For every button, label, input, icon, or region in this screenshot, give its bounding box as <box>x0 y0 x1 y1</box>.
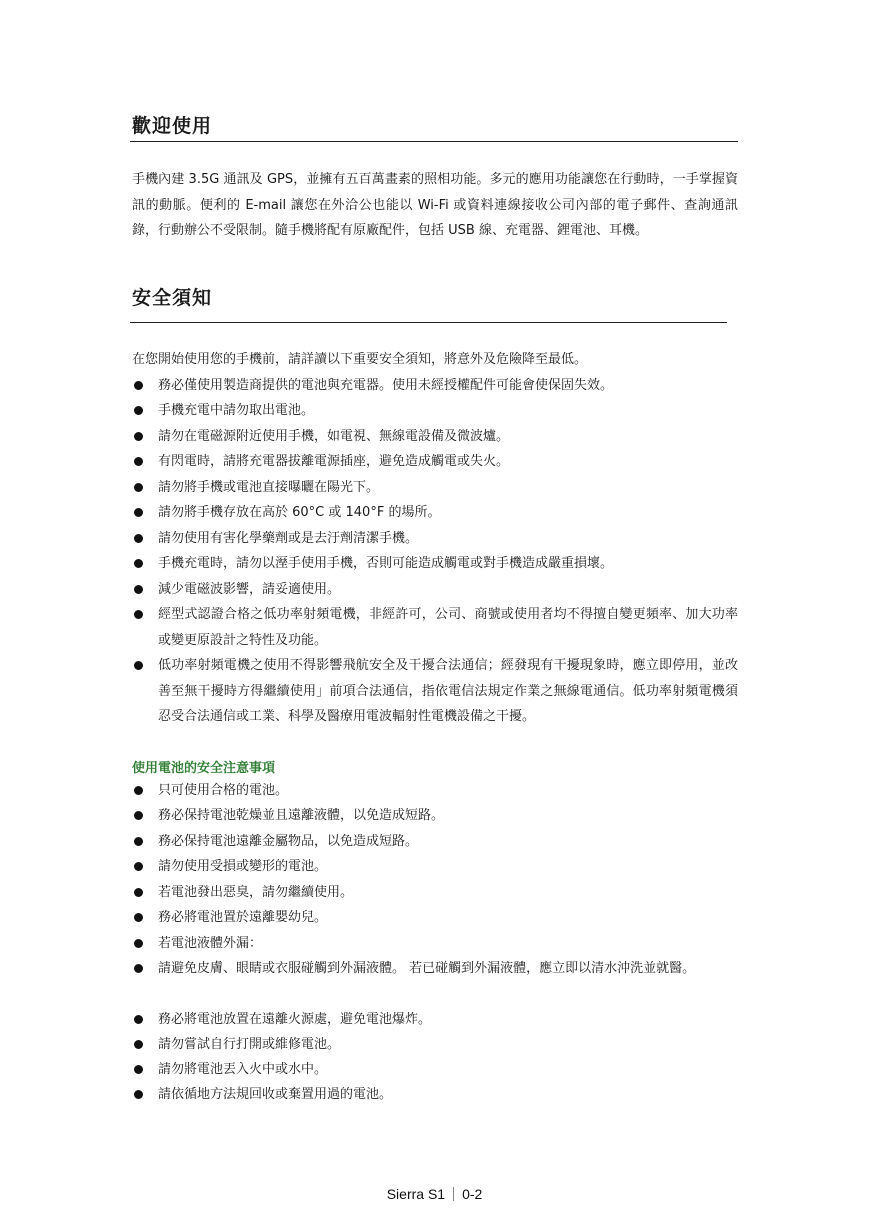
bullet-icon <box>134 1065 143 1074</box>
battery-item: 務必將電池放置在遠離火源處，避免電池爆炸。 <box>132 1007 738 1033</box>
bullet-icon <box>134 534 143 543</box>
page-footer <box>0 1186 869 1202</box>
bullet-icon <box>134 381 143 390</box>
battery-item: 務必將電池置於遠離嬰幼兒。 <box>132 905 738 931</box>
safety-item: 務必僅使用製造商提供的電池與充電器。使用未經授權配件可能會使保固失效。 <box>132 373 738 399</box>
battery-heading: 使用電池的安全注意事項 <box>132 761 276 776</box>
bullet-icon <box>134 432 143 441</box>
safety-item: 請勿使用有害化學藥劑或是去汙劑清潔手機。 <box>132 526 738 552</box>
bullet-icon <box>134 559 143 568</box>
bullet-icon <box>134 811 143 820</box>
bullet-icon <box>134 457 143 466</box>
safety-item: 手機充電時，請勿以溼手使用手機，否則可能造成觸電或對手機造成嚴重損壞。 <box>132 551 738 577</box>
safety-item: 手機充電中請勿取出電池。 <box>132 398 738 424</box>
battery-item: 若電池液體外漏： <box>132 931 738 957</box>
bullet-icon <box>134 1090 143 1099</box>
bullet-icon <box>134 888 143 897</box>
footer-product: Sierra S1 <box>386 1186 446 1202</box>
battery-item: 請避免皮膚、眼睛或衣服碰觸到外漏液體。 若已碰觸到外漏液體，應立即以清水沖洗並就醫。 <box>132 956 738 982</box>
safety-item: 有閃電時，請將充電器拔離電源插座，避免造成觸電或失火。 <box>132 449 738 475</box>
safety-item: 經型式認證合格之低功率射頻電機，非經許可，公司、商號或使用者均不得擅自變更頻率、加大功率或變更原設計之特性及功能。 <box>132 602 738 653</box>
safety-intro: 在您開始使用您的手機前，請詳讀以下重要安全須知，將意外及危險降至最低。 <box>132 352 588 367</box>
bullet-icon <box>134 862 143 871</box>
bullet-icon <box>134 483 143 492</box>
safety-heading: 安全須知 <box>132 287 213 309</box>
battery-item: 務必保持電池遠離金屬物品，以免造成短路。 <box>132 829 738 855</box>
battery-item: 請勿使用受損或變形的電池。 <box>132 854 738 880</box>
safety-item: 減少電磁波影響，請妥適使用。 <box>132 577 738 603</box>
welcome-rule <box>130 141 738 142</box>
bullet-icon <box>134 610 143 619</box>
safety-item: 請勿將手機或電池直接曝曬在陽光下。 <box>132 475 738 501</box>
safety-item: 請勿將手機存放在高於 60°C 或 140°F 的場所。 <box>132 500 738 526</box>
welcome-paragraph: 手機內建 3.5G 通訊及 GPS，並擁有五百萬畫素的照相功能。多元的應用功能讓您在行動時，一手掌握資訊的動脈。便利的 E-mail 讓您在外洽公也能以 Wi-Fi 或資料連線接收公司內部的電子郵件、查詢通訊錄，行動辦公不受限制。隨手機將配有原廠配件，包括 USB 線、充電器、鋰電池、耳機。 <box>132 172 738 238</box>
bullet-icon <box>134 939 143 948</box>
battery-item: 請勿嘗試自行打開或維修電池。 <box>132 1032 738 1058</box>
bullet-icon <box>134 786 143 795</box>
safety-item: 請勿在電磁源附近使用手機，如電視、無線電設備及微波爐。 <box>132 424 738 450</box>
battery-item: 只可使用合格的電池。 <box>132 778 738 804</box>
bullet-icon <box>134 508 143 517</box>
welcome-heading: 歡迎使用 <box>132 115 213 137</box>
safety-item: 低功率射頻電機之使用不得影響飛航安全及干擾合法通信；經發現有干擾現象時，應立即停用，並改善至無干擾時方得繼續使用」前項合法通信，指依電信法規定作業之無線電通信。低功率射頻電機須忍受合法通信或工業、科學及醫療用電波輻射性電機設備之干擾。 <box>132 653 738 730</box>
battery-item: 若電池發出惡臭，請勿繼續使用。 <box>132 880 738 906</box>
safety-rule <box>130 322 727 323</box>
bullet-icon <box>134 406 143 415</box>
footer-divider <box>453 1187 454 1201</box>
bullet-icon <box>134 1015 143 1024</box>
bullet-icon <box>134 964 143 973</box>
bullet-icon <box>134 837 143 846</box>
bullet-icon <box>134 1040 143 1049</box>
battery-item: 務必保持電池乾燥並且遠離液體，以免造成短路。 <box>132 803 738 829</box>
battery-item: 請勿將電池丟入火中或水中。 <box>132 1057 738 1083</box>
bullet-icon <box>134 585 143 594</box>
footer-page-number: 0-2 <box>462 1186 483 1202</box>
bullet-icon <box>134 913 143 922</box>
bullet-icon <box>134 661 143 670</box>
battery-item: 請依循地方法規回收或棄置用過的電池。 <box>132 1082 738 1108</box>
